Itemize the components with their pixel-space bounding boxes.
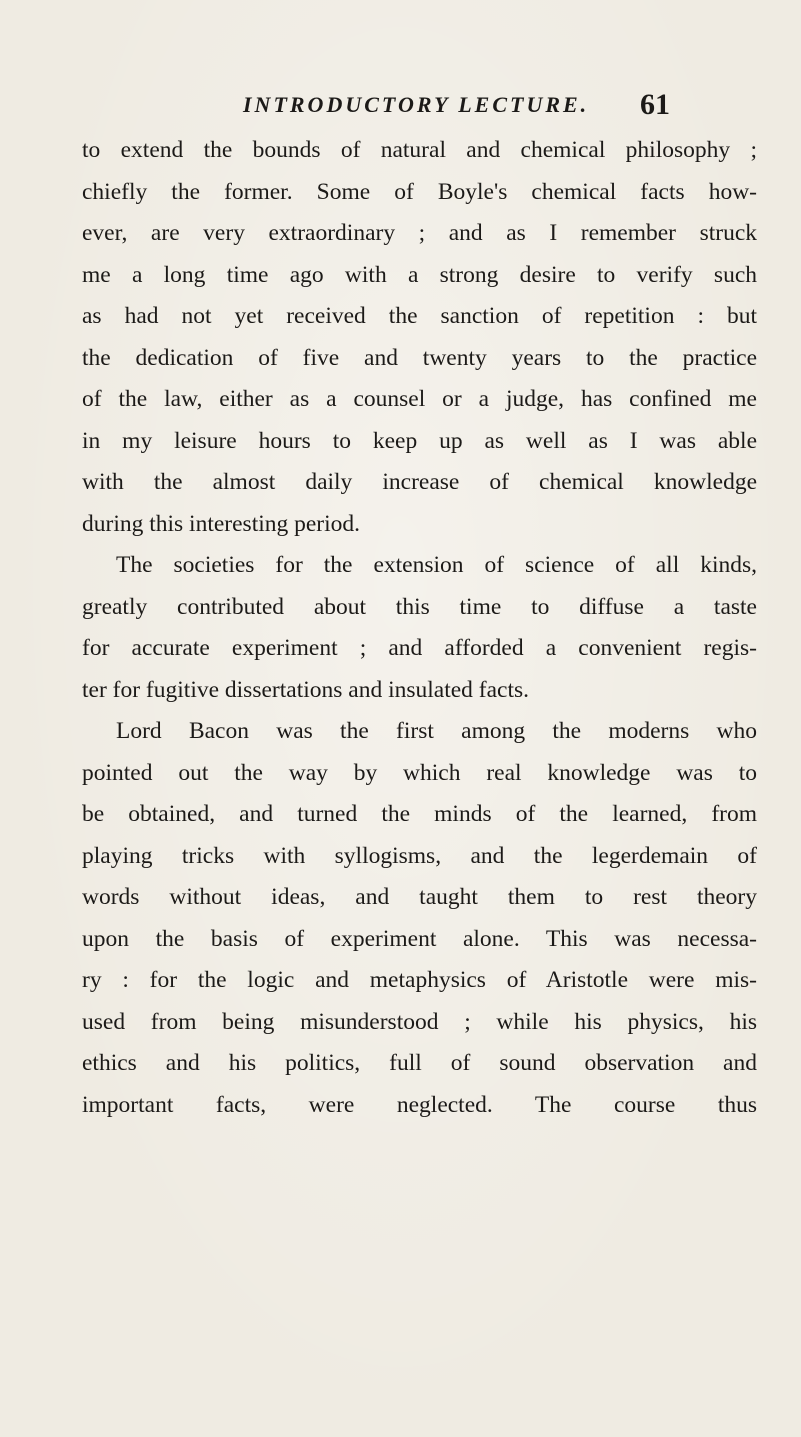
text-line: playing tricks with syllogisms, and the legerdemain of — [82, 842, 757, 869]
text-line: ever, are very extraordinary ; and as I remember struck — [82, 220, 757, 246]
text-line: Lord Bacon was the first among the moderns who — [116, 718, 757, 744]
body-text — [82, 130, 757, 1126]
text-line: used from being misunderstood ; while his physics, his — [82, 1008, 757, 1035]
text-line: important facts, were neglected. The course thus — [82, 1091, 757, 1118]
text-line: the dedication of five and twenty years to the practice — [82, 344, 757, 371]
running-head-title: INTRODUCTORY LECTURE. — [243, 92, 590, 117]
text-line: of the law, either as a counsel or a judge, has confined me — [82, 386, 757, 412]
text-line: ter for fugitive dissertations and insulated facts. — [82, 676, 530, 703]
text-line: The societies for the extension of science of all kinds, — [116, 552, 757, 578]
text-line: upon the basis of experiment alone. This was necessa- — [82, 925, 757, 952]
text-line: with the almost daily increase of chemical knowledge — [82, 469, 757, 495]
text-line: during this interesting period. — [82, 510, 361, 537]
text-line: for accurate experiment ; and afforded a convenient regis- — [82, 635, 757, 661]
text-line: ry : for the logic and metaphysics of Aristotle were mis- — [82, 967, 757, 993]
text-line: pointed out the way by which real knowledge was to — [82, 759, 757, 786]
running-head — [0, 85, 801, 125]
page-number: 61 — [640, 88, 670, 121]
text-line: to extend the bounds of natural and chemical philosophy ; — [82, 137, 757, 163]
text-line: as had not yet received the sanction of repetition : but — [82, 303, 757, 329]
text-line: ethics and his politics, full of sound observation and — [82, 1050, 757, 1076]
text-line: in my leisure hours to keep up as well as I was able — [82, 427, 757, 454]
text-line: me a long time ago with a strong desire to verify such — [82, 261, 757, 288]
text-line: words without ideas, and taught them to rest theory — [82, 884, 757, 910]
text-line: greatly contributed about this time to diffuse a taste — [82, 593, 757, 620]
text-line: chiefly the former. Some of Boyle's chemical facts how- — [82, 178, 757, 205]
text-line: be obtained, and turned the minds of the learned, from — [82, 801, 757, 827]
